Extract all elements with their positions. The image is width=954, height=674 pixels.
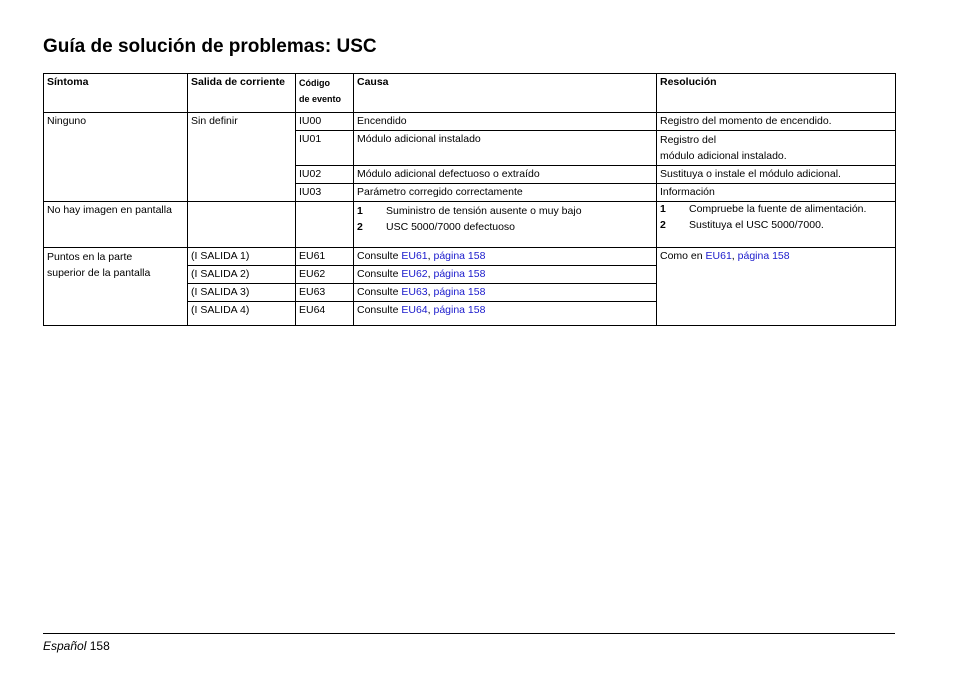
footer-language: Español [43, 639, 87, 653]
cause-list [357, 203, 653, 235]
header-event-code [296, 74, 354, 113]
cause-cell [354, 202, 657, 248]
event-code-link[interactable]: EU61 [705, 250, 732, 262]
event-code-cell: IU02 [296, 166, 354, 184]
footer-page-number: 158 [89, 639, 110, 653]
cause-cell: Consulte EU61, página 158 [354, 248, 657, 266]
list-number: 1 [660, 203, 666, 215]
header-output: Salida de corriente [188, 74, 296, 113]
resolution-cell: Sustituya o instale el módulo adicional. [657, 166, 896, 184]
output-cell: (I SALIDA 4) [188, 302, 296, 326]
event-code-link[interactable]: EU63 [401, 286, 428, 298]
list-text: USC 5000/7000 defectuoso [386, 221, 516, 233]
event-code-link[interactable]: EU64 [401, 304, 428, 316]
table-row [44, 113, 896, 131]
event-code-cell: IU01 [296, 131, 354, 166]
event-code-cell: IU03 [296, 184, 354, 202]
cause-cell: Consulte EU63, página 158 [354, 284, 657, 302]
troubleshooting-table [43, 73, 896, 326]
event-code-link[interactable]: EU62 [401, 268, 428, 280]
header-symptom: Síntoma [44, 74, 188, 113]
resolution-cell: Como en EU61, página 158 [657, 248, 896, 326]
output-cell [188, 202, 296, 248]
header-resolution: Resolución [657, 74, 896, 113]
table-row [44, 248, 896, 266]
list-item [660, 219, 892, 232]
list-item [357, 203, 653, 219]
event-code-cell: EU61 [296, 248, 354, 266]
cause-cell: Módulo adicional instalado [354, 131, 657, 166]
symptom-cell: No hay imagen en pantalla [44, 202, 188, 248]
list-text: Suministro de tensión ausente o muy bajo [386, 205, 582, 217]
cause-cell: Encendido [354, 113, 657, 131]
event-code-cell: IU00 [296, 113, 354, 131]
event-code-cell [296, 202, 354, 248]
page-link[interactable]: página 158 [433, 268, 486, 280]
cause-cell: Parámetro corregido correctamente [354, 184, 657, 202]
event-code-cell: EU64 [296, 302, 354, 326]
resolution-line: módulo adicional instalado. [660, 150, 787, 162]
cause-prefix: Consulte [357, 304, 399, 316]
symptom-cell [44, 248, 188, 326]
output-cell: (I SALIDA 1) [188, 248, 296, 266]
list-number: 2 [660, 219, 666, 231]
cause-cell: Consulte EU62, página 158 [354, 266, 657, 284]
header-cause: Causa [354, 74, 657, 113]
page-link[interactable]: página 158 [433, 250, 486, 262]
resolution-line: Registro del [660, 134, 717, 146]
symptom-cell: Ninguno [44, 113, 188, 202]
list-text: Compruebe la fuente de alimentación. [689, 203, 867, 215]
page-link[interactable]: página 158 [433, 304, 486, 316]
event-code-cell: EU62 [296, 266, 354, 284]
resolution-cell [657, 202, 896, 248]
cause-prefix: Consulte [357, 250, 399, 262]
page-link[interactable]: página 158 [433, 286, 486, 298]
header-event-code-line1: Código [299, 78, 330, 88]
resolution-cell [657, 131, 896, 166]
cause-cell: Módulo adicional defectuoso o extraído [354, 166, 657, 184]
event-code-link[interactable]: EU61 [401, 250, 428, 262]
resolution-cell: Información [657, 184, 896, 202]
table-row [44, 202, 896, 248]
event-code-cell: EU63 [296, 284, 354, 302]
resolution-cell: Registro del momento de encendido. [657, 113, 896, 131]
header-event-code-line2: de evento [299, 94, 342, 104]
symptom-line: Puntos en la parte [47, 251, 133, 263]
footer-divider [43, 633, 895, 634]
output-cell: (I SALIDA 3) [188, 284, 296, 302]
cause-cell: Consulte EU64, página 158 [354, 302, 657, 326]
list-number: 2 [357, 221, 363, 233]
symptom-line: superior de la pantalla [47, 267, 151, 279]
list-item [357, 219, 653, 235]
page-link[interactable]: página 158 [737, 250, 790, 262]
list-text: Sustituya el USC 5000/7000. [689, 219, 824, 231]
output-cell: (I SALIDA 2) [188, 266, 296, 284]
page-title: Guía de solución de problemas: USC [43, 36, 377, 57]
resolution-list [660, 203, 892, 232]
list-item [660, 203, 892, 216]
header-row [44, 74, 896, 113]
cause-prefix: Consulte [357, 286, 399, 298]
list-number: 1 [357, 205, 363, 217]
page-footer [43, 639, 110, 653]
cause-prefix: Consulte [357, 268, 399, 280]
resolution-prefix: Como en [660, 250, 703, 262]
output-cell: Sin definir [188, 113, 296, 202]
